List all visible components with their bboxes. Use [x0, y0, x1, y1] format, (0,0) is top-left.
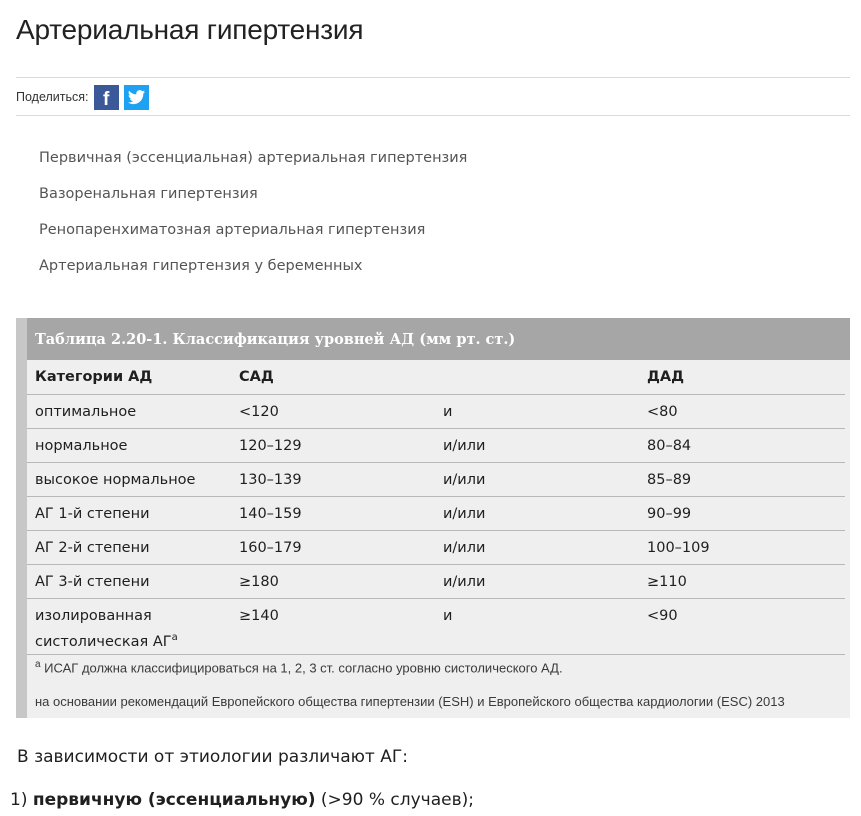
table-row [27, 395, 845, 429]
share-label: Поделиться: [16, 90, 89, 104]
cell-dad: 85–89 [639, 463, 845, 497]
cell-category: нормальное [27, 429, 231, 463]
bp-classification-table [27, 360, 845, 662]
table-row [27, 599, 845, 663]
link-renoparenchymal-hypertension[interactable]: Ренопаренхиматозная артериальная гипертензия [39, 222, 426, 238]
twitter-share-button[interactable] [124, 85, 149, 110]
cell-link: и/или [435, 463, 639, 497]
page-title: Артериальная гипертензия [16, 14, 364, 45]
link-primary-hypertension[interactable]: Первичная (эссенциальная) артериальная гипертензия [39, 150, 468, 166]
cell-category: оптимальное [27, 395, 231, 429]
header-dad: ДАД [647, 369, 685, 385]
cell-link: и [435, 395, 639, 429]
table-caption: Таблица 2.20-1. Классификация уровней АД (мм рт. ст.) [27, 318, 850, 360]
cell-dad: ≥110 [639, 565, 845, 599]
twitter-icon [124, 85, 149, 110]
table-row [27, 531, 845, 565]
divider-top [16, 77, 850, 78]
table-header-row [27, 360, 845, 395]
header-category: Категории АД [35, 369, 153, 385]
share-bar [16, 84, 154, 110]
cell-dad: <80 [639, 395, 845, 429]
footnote-marker: а [171, 632, 178, 643]
cell-category: высокое нормальное [27, 463, 231, 497]
cell-dad: 100–109 [639, 531, 845, 565]
table-footnote [35, 659, 563, 675]
related-links [39, 147, 467, 291]
table-row [27, 463, 845, 497]
cell-link: и/или [435, 497, 639, 531]
footnote-text: ИСАГ должна классифицироваться на 1, 2, 3 ст. согласно уровню систолического АД. [40, 660, 563, 676]
cell-link: и/или [435, 531, 639, 565]
list-item [10, 790, 474, 810]
header-link [435, 360, 639, 395]
table-left-bar [16, 318, 27, 718]
cell-link: и/или [435, 565, 639, 599]
list-item-rest: (>90 % случаев); [315, 790, 474, 810]
cell-category [27, 599, 231, 663]
facebook-icon [94, 85, 119, 110]
category-line-2: систолическая АГ [35, 633, 172, 650]
footnote-sup: а [35, 659, 41, 670]
cell-link: и/или [435, 429, 639, 463]
cell-sad: 120–129 [231, 429, 435, 463]
header-sad: САД [239, 369, 274, 385]
cell-dad: <90 [639, 599, 845, 663]
table-source: на основании рекомендаций Европейского общества гипертензии (ESH) и Европейского общества кардиологии (ESC) 2013 [35, 694, 785, 709]
cell-dad: 80–84 [639, 429, 845, 463]
list-item-bold: первичную (эссенциальную) [32, 790, 316, 810]
link-vasorenal-hypertension[interactable]: Вазоренальная гипертензия [39, 186, 258, 202]
link-pregnancy-hypertension[interactable]: Артериальная гипертензия у беременных [39, 258, 363, 274]
table-row [27, 429, 845, 463]
cell-sad: ≥140 [231, 599, 435, 663]
table-row [27, 497, 845, 531]
cell-sad: <120 [231, 395, 435, 429]
cell-sad: 140–159 [231, 497, 435, 531]
cell-category: АГ 3-й степени [27, 565, 231, 599]
divider-bottom [16, 115, 850, 116]
cell-sad: 160–179 [231, 531, 435, 565]
cell-category: АГ 2-й степени [27, 531, 231, 565]
cell-sad: ≥180 [231, 565, 435, 599]
cell-sad: 130–139 [231, 463, 435, 497]
list-number: 1) [10, 790, 28, 810]
cell-category: АГ 1-й степени [27, 497, 231, 531]
footnote-divider [27, 654, 845, 655]
svg-text:f: f [102, 88, 109, 110]
cell-dad: 90–99 [639, 497, 845, 531]
etiology-intro: В зависимости от этиологии различают АГ: [17, 747, 408, 767]
table-row [27, 565, 845, 599]
cell-link: и [435, 599, 639, 663]
facebook-share-button[interactable] [94, 85, 119, 110]
category-line-1: изолированная [35, 608, 152, 624]
